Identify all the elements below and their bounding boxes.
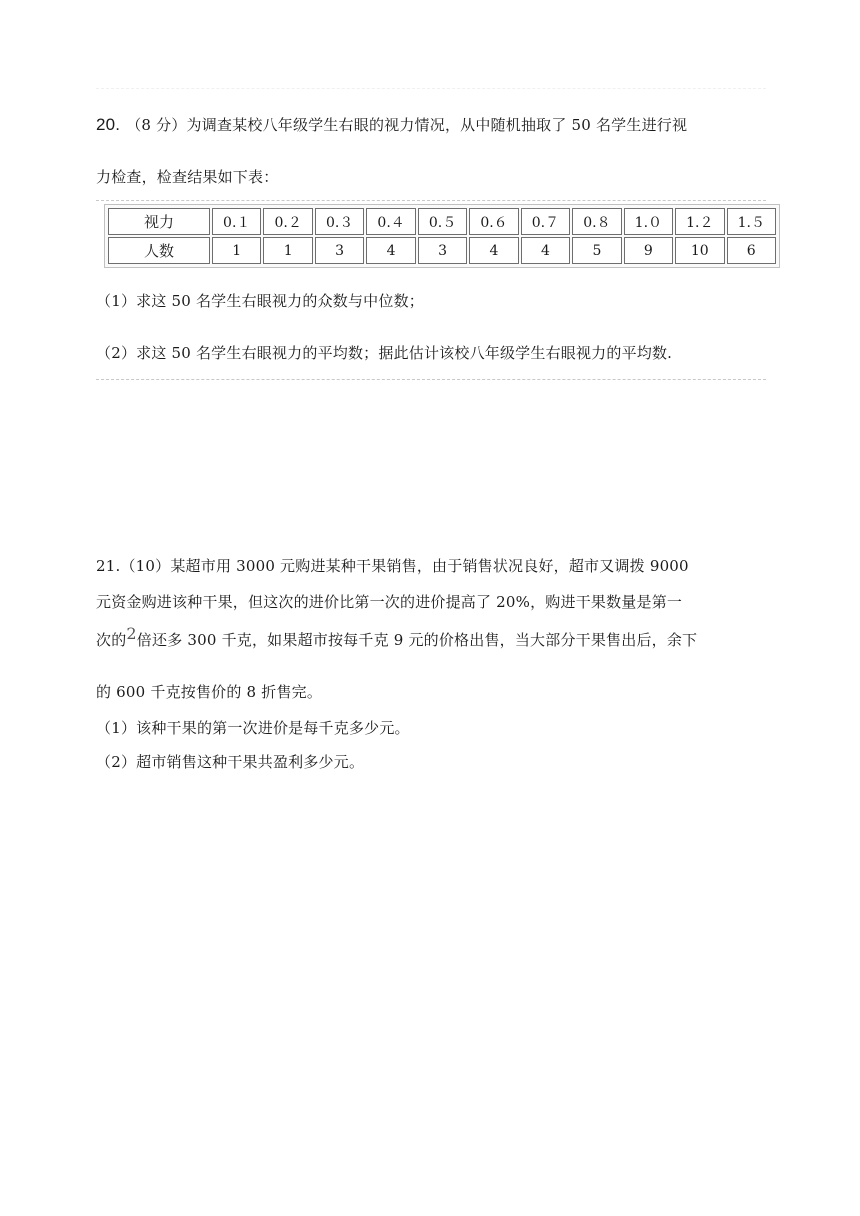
table-top-divider: [96, 200, 766, 201]
top-divider: [96, 88, 766, 89]
table-row: [108, 208, 776, 235]
q20-bottom-divider: [96, 379, 766, 380]
table-row: [108, 237, 776, 264]
q21-text-pre: 次的: [96, 631, 127, 649]
count-cell: 6: [727, 237, 776, 264]
vision-cell: 0.２: [263, 208, 312, 235]
count-cell: 3: [418, 237, 467, 264]
q21-line3: [96, 624, 698, 650]
count-cell: 10: [675, 237, 724, 264]
vision-cell: 0.６: [469, 208, 518, 235]
count-cell: 4: [521, 237, 570, 264]
q20-sub1: （1）求这 50 名学生右眼视力的众数与中位数；: [96, 292, 424, 310]
q21-line1: 21.（10）某超市用 3000 元购进某种干果销售，由于销售状况良好，超市又调拨 9000: [96, 557, 689, 575]
q21-line2: 元资金购进该种干果，但这次的进价比第一次的进价提高了 20%，购进干果数量是第一: [96, 593, 683, 611]
vision-cell: 0.１: [212, 208, 261, 235]
q20-text-1: （8 分）为调查某校八年级学生右眼的视力情况，从中随机抽取了 50 名学生进行视: [126, 116, 688, 134]
q20-line2: 力检查，检查结果如下表：: [96, 168, 279, 186]
row-header-count: 人数: [108, 237, 210, 264]
question-number: 20.: [96, 115, 121, 134]
count-cell: 1: [263, 237, 312, 264]
q20-line1: [96, 114, 687, 135]
multiplier-two: 2: [126, 624, 137, 643]
q21-line4: 的 600 千克按售价的 8 折售完。: [96, 683, 323, 701]
vision-cell: 0.７: [521, 208, 570, 235]
vision-table: [104, 204, 780, 268]
count-cell: 1: [212, 237, 261, 264]
vision-cell: 1.２: [675, 208, 724, 235]
data-table: [106, 206, 778, 266]
vision-cell: 0.４: [366, 208, 415, 235]
q21-sub1: （1）该种干果的第一次进价是每千克多少元。: [96, 719, 410, 737]
q20-sub2: （2）求这 50 名学生右眼视力的平均数；据此估计该校八年级学生右眼视力的平均数.: [96, 344, 673, 362]
count-cell: 3: [315, 237, 364, 264]
vision-cell: 1.０: [624, 208, 673, 235]
vision-cell: 0.８: [572, 208, 621, 235]
vision-cell: 0.５: [418, 208, 467, 235]
vision-cell: 0.３: [315, 208, 364, 235]
row-header-vision: 视力: [108, 208, 210, 235]
count-cell: 4: [469, 237, 518, 264]
q21-sub2: （2）超市销售这种干果共盈利多少元。: [96, 753, 365, 771]
q21-text-post: 倍还多 300 千克，如果超市按每千克 9 元的价格出售，当大部分干果售出后，余下: [136, 631, 698, 649]
count-cell: 5: [572, 237, 621, 264]
vision-cell: 1.５: [727, 208, 776, 235]
count-cell: 4: [366, 237, 415, 264]
count-cell: 9: [624, 237, 673, 264]
